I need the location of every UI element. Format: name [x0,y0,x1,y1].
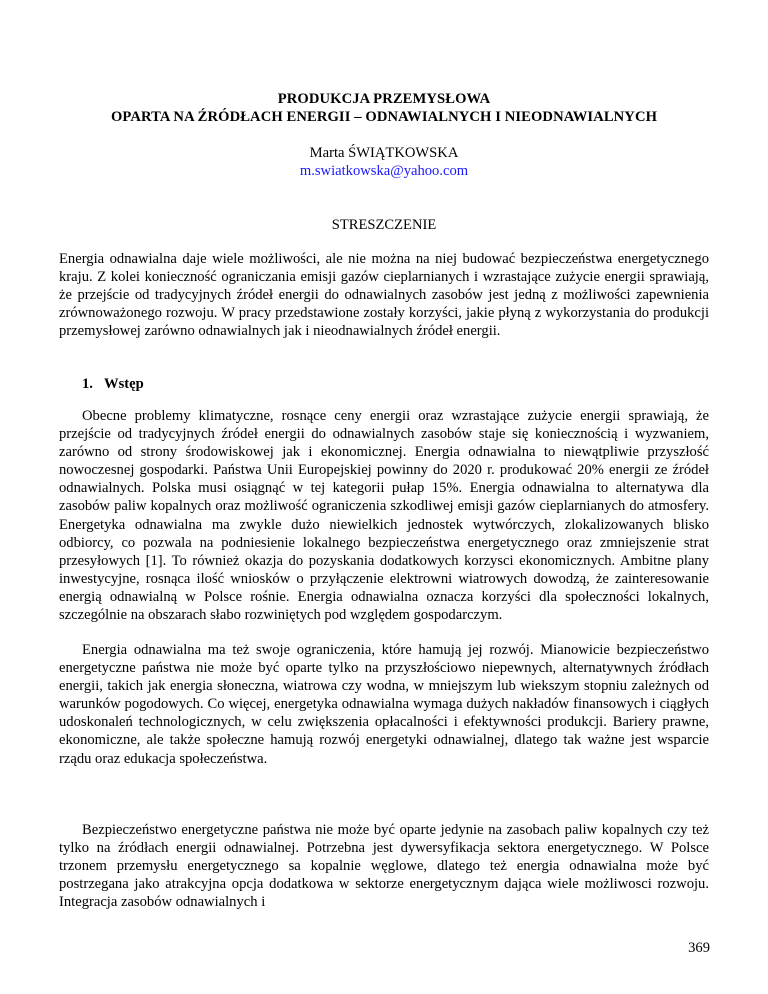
section-heading [82,375,144,393]
body-paragraph-3: Bezpieczeństwo energetyczne państwa nie może być oparte jedynie na zasobach paliw kopalnych czy też tylko na źródłach energii odnawialnej. Potrzebna jest dywersyfikacja sektora energetycznego. W Polsce trzonem przemysłu energetycznego sa kopalnie węglowe, dlatego też energia odnawialna może być postrzegana jako atrakcyjna opcja dodatkowa w sektorze energetycznym dająca wiele możliwosci rozwoju. Integracja zasobów odnawialnych i [59,822,709,911]
body-paragraph-1: Obecne problemy klimatyczne, rosnące ceny energii oraz wzrastające zużycie energii sprawiają, że przejście od tradycyjnych źródeł energii do odnawialnych zasobów staje się koniecznością i wyzwaniem, zarówno od strony środowiskowej jak i ekonomicznej. Energia odnawialna to niewątpliwie przyszłość nowoczesnej gospodarki. Państwa Unii Europejskiej powinny do 2020 r. produkować 20% energii ze źródeł odnawialnych. Polska musi osiągnąć w tej kategorii pułap 15%. Energia odnawialna to alternatywa dla zasobów paliw kopalnych oraz możliwość ograniczenia szkodliwej emisji gazów cieplarnianych do atmosfery. Energetyka odnawialna ma zwykle dużo niewielkich jednostek wytwórczych, zlokalizowanych blisko odbiorcy, co pozwala na podniesienie lokalnego bezpieczeństwa energetycznego oraz zmniejszenie strat przesyłowych [1]. To również okazja do pozyskania dodatkowych korzysci ekonomicznych. Ambitne plany inwestycyjne, rosnąca ilość wniosków o przyłączenie elektrowni wiatrowych dowodzą, że zainteresowanie energią odnawialną w Polsce rośnie. Energia odnawialna oznacza korzyści dla społeczności lokalnych, szczególnie na obszarach słabo rozwiniętych pod względem gospodarczym. [59,408,709,624]
author-email-link[interactable]: m.swiatkowska@yahoo.com [299,163,469,179]
abstract-heading: STRESZCZENIE [331,217,437,233]
section-number: 1. [82,376,93,392]
author-name: Marta ŚWIĄTKOWSKA [309,145,459,161]
paper-title-line-1: PRODUKCJA PRZEMYSŁOWA [277,91,491,107]
section-title: Wstęp [104,376,144,392]
paper-title-line-2: OPARTA NA ŹRÓDŁACH ENERGII – ODNAWIALNYCH I NIEODNAWIALNYCH [110,109,658,125]
abstract-text: Energia odnawialna daje wiele możliwości, ale nie można na niej budować bezpieczeństwa energetycznego kraju. Z kolei konieczność ograniczania emisji gazów cieplarnianych i wzrastające zużycie energii sprawiają, że przejście od tradycyjnych źródeł energii do odnawialnych zasobów jest jedną z możliwości zapewnienia zrównoważonego rozwoju. W pracy przedstawione zostały korzyści, jakie płyną z wykorzystania do produkcji przemysłowej zarówno odnawialnych jak i nieodnawialnych źródeł energii. [59,251,709,340]
body-paragraph-2: Energia odnawialna ma też swoje ograniczenia, które hamują jej rozwój. Mianowicie bezpieczeństwo energetyczne państwa nie może być oparte tylko na przyszłościowo niepewnych, alternatywnych źródłach energii, takich jak energia słoneczna, wiatrowa czy wodna, w mniejszym lub wiekszym stopniu zależnych od warunków pogodowych. Co więcej, energetyka odnawialna wymaga dużych nakładów finansowych i ciągłych udoskonaleń technologicznych, w celu zwiększenia opłacalności i efektywności produkcji. Bariery prawne, ekonomiczne, ale także społeczne hamują rozwój energetyki odnawialnej, dlatego tak ważne jest wsparcie rządu oraz edukacja społeczeństwa. [59,642,709,767]
page-number: 369 [688,940,710,956]
